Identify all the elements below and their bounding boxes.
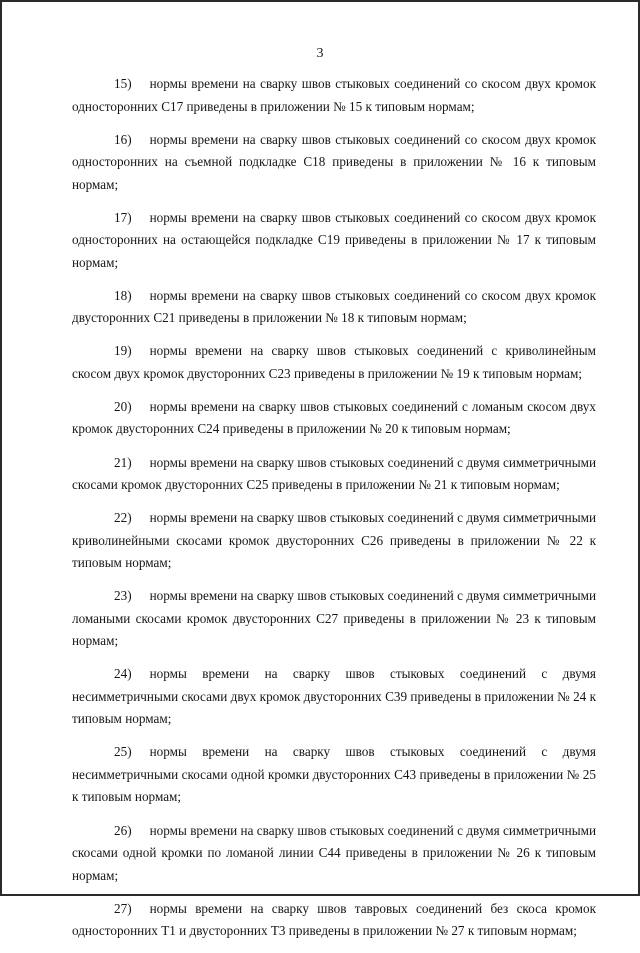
clause-number: 27) — [114, 900, 132, 916]
clause-text: нормы времени на сварку швов стыковых соединений с двумя симметричными ломаными скосами кромок двусторонних С27 приведены в приложении № 23 к типовым нормам; — [72, 588, 596, 649]
clause-text: нормы времени на сварку швов стыковых соединений со скосом двух кромок односторонних на остающейся подкладке С19 приведены в приложении № 17 к типовым нормам; — [72, 209, 596, 270]
clause-number: 22) — [114, 510, 132, 526]
clause-number: 17) — [114, 209, 132, 225]
clause-26 — [72, 820, 596, 888]
clause-text: нормы времени на сварку швов тавровых соединений без скоса кромок односторонних Т1 и двусторонних Т3 приведены в приложении № 27 к типовым нормам; — [72, 900, 596, 939]
clause-20 — [72, 396, 596, 441]
clause-text: нормы времени на сварку швов стыковых соединений с двумя несимметричными скосами двух кромок двусторонних С39 приведены в приложении № 24 к типовым нормам; — [72, 666, 596, 727]
clause-number: 26) — [114, 822, 132, 838]
clause-text: нормы времени на сварку швов стыковых соединений с двумя симметричными криволинейными скосами кромок двусторонних С26 приведены в приложении № 22 к типовым нормам; — [72, 510, 596, 571]
clause-list — [72, 73, 596, 953]
clause-number: 24) — [114, 666, 132, 682]
clause-number: 16) — [114, 131, 132, 147]
clause-text: нормы времени на сварку швов стыковых соединений со скосом двух кромок односторонних С17 приведены в приложении № 15 к типовым нормам; — [72, 76, 596, 114]
clause-text: нормы времени на сварку швов стыковых соединений с двумя симметричными скосами одной кромки по ломаной линии С44 приведены в приложении № 26 к типовым нормам; — [72, 822, 596, 883]
clause-19 — [72, 340, 596, 385]
clause-text: нормы времени на сварку швов стыковых соединений с двумя симметричными скосами кромок двусторонних С25 приведены в приложении № 21 к типовым нормам; — [72, 454, 596, 493]
clause-text: нормы времени на сварку швов стыковых соединений со скосом двух кромок односторонних на съемной подкладке С18 приведены в приложении № 16 к типовым нормам; — [72, 131, 596, 192]
clause-22 — [72, 507, 596, 575]
clause-text: нормы времени на сварку швов стыковых соединений с двумя несимметричными скосами одной кромки двусторонних С43 приведены в приложении № 25 к типовым нормам; — [72, 744, 596, 805]
scan-border-top — [0, 0, 640, 2]
clause-number: 21) — [114, 454, 132, 470]
scan-border-left — [0, 0, 2, 896]
clause-15 — [72, 73, 596, 118]
page-number: 3 — [316, 46, 324, 61]
clause-21 — [72, 452, 596, 497]
clause-23 — [72, 585, 596, 653]
clause-25 — [72, 741, 596, 809]
clause-text: нормы времени на сварку швов стыковых соединений со скосом двух кромок двусторонних С21 приведены в приложении № 18 к типовым нормам; — [72, 287, 596, 326]
clause-text: нормы времени на сварку швов стыковых соединений с ломаным скосом двух кромок двусторонних С24 приведены в приложении № 20 к типовым нормам; — [72, 398, 596, 437]
clause-number: 15) — [114, 76, 132, 91]
clause-number: 23) — [114, 588, 132, 604]
clause-number: 18) — [114, 287, 132, 303]
clause-16 — [72, 129, 596, 197]
clause-number: 25) — [114, 744, 132, 760]
clause-17 — [72, 207, 596, 275]
clause-18 — [72, 285, 596, 330]
clause-text: нормы времени на сварку швов стыковых соединений с криволинейным скосом двух кромок двусторонних С23 приведены в приложении № 19 к типовым нормам; — [72, 343, 596, 381]
clause-number: 20) — [114, 398, 132, 414]
clause-27 — [72, 898, 596, 943]
clause-number: 19) — [114, 343, 132, 359]
clause-24 — [72, 663, 596, 731]
